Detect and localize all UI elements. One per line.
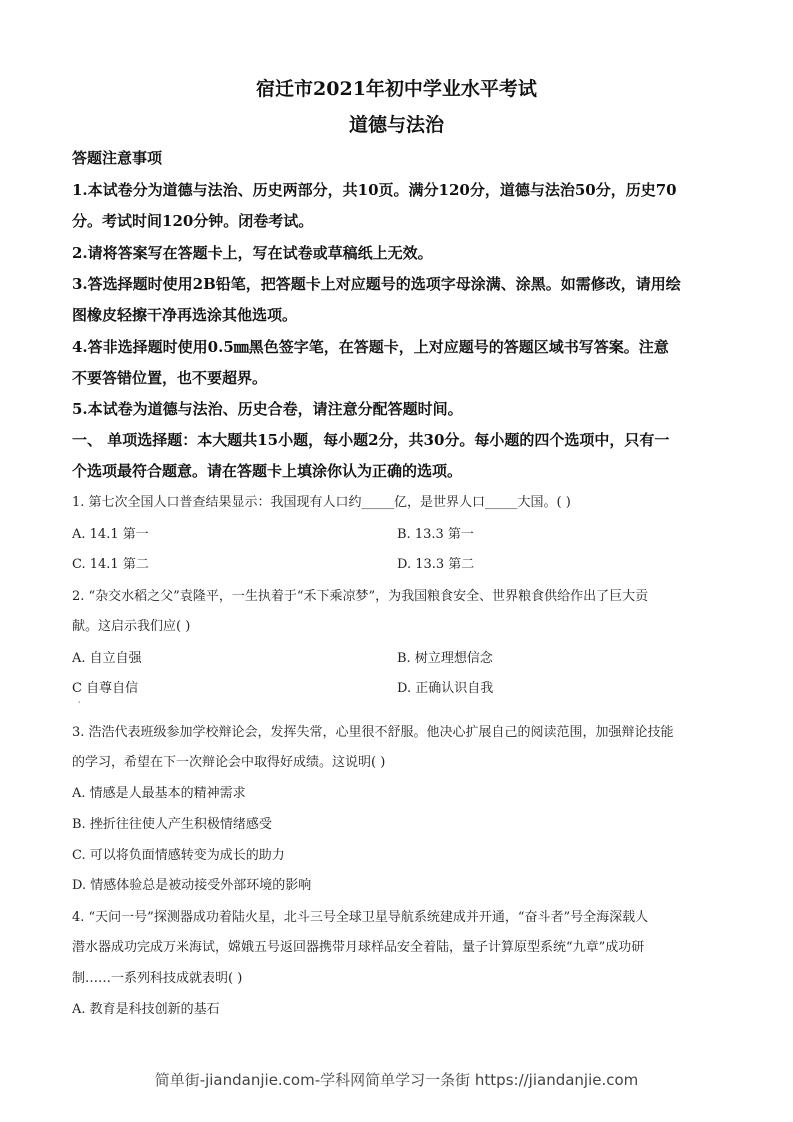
option-c: C. 可以将负面情感转变为成长的助力 xyxy=(72,848,285,863)
section-instructions: 一、 单项选择题：本大题共15小题，每小题2分，共30分。每小题的四个选项中，只有一 xyxy=(72,431,670,449)
exam-title: 宿迁市2021年初中学业水平考试 xyxy=(256,78,537,100)
question-stem: 制……一系列科技成就表明( ) xyxy=(72,971,243,986)
footer-watermark: 简单街-jiandanjie.com-学科网简单学习一条街 https://jiandanjie.com xyxy=(154,1071,639,1089)
section-instructions: 个选项最符合题意。请在答题卡上填涂你认为正确的选项。 xyxy=(72,462,463,480)
notice-line: 图橡皮轻擦干净再选涂其他选项。 xyxy=(72,306,298,324)
question-stem: 的学习，希望在下一次辩论会中取得好成绩。这说明( ) xyxy=(72,755,386,770)
notice-line: 2.请将答案写在答题卡上，写在试卷或草稿纸上无效。 xyxy=(72,244,433,262)
option-a: A. 14.1 第一 xyxy=(72,527,149,542)
option-d: D. 正确认识自我 xyxy=(397,681,494,696)
question-stem: 献。这启示我们应( ) xyxy=(72,619,191,634)
option-d: D. 13.3 第二 xyxy=(397,557,475,572)
option-a: A. 情感是人最基本的精神需求 xyxy=(72,786,246,801)
exam-subject: 道德与法治 xyxy=(348,114,444,136)
option-b: B. 挫折往往使人产生积极情绪感受 xyxy=(72,817,272,832)
question-stem: 3. 浩浩代表班级参加学校辩论会，发挥失常，心里很不舒服。他决心扩展自己的阅读范围，加强辩论技能 xyxy=(72,725,674,740)
notice-line: 1.本试卷分为道德与法治、历史两部分，共10页。满分120分，道德与法治50分，历史70 xyxy=(72,181,677,199)
option-a: A. 自立自强 xyxy=(72,651,142,666)
question-stem: 4. “天问一号”探测器成功着陆火星，北斗三号全球卫星导航系统建成并开通，“奋斗者”号全海深载人 xyxy=(72,910,649,925)
stray-mark: ' xyxy=(78,700,81,709)
notice-line: 分。考试时间120分钟。闭卷考试。 xyxy=(72,212,314,230)
option-d: D. 情感体验总是被动接受外部环境的影响 xyxy=(72,878,312,893)
option-c: C. 14.1 第二 xyxy=(72,557,149,572)
option-c: C 自尊自信 xyxy=(72,681,139,696)
option-a: A. 教育是科技创新的基石 xyxy=(72,1002,220,1017)
question-stem: 潜水器成功完成万米海试，嫦娥五号返回器携带月球样品安全着陆，量子计算原型系统“九章”成功研 xyxy=(72,940,645,955)
option-b: B. 树立理想信念 xyxy=(397,651,493,666)
notice-heading: 答题注意事项 xyxy=(72,149,163,167)
option-b: B. 13.3 第一 xyxy=(397,527,474,542)
notice-line: 5.本试卷为道德与法治、历史合卷，请注意分配答题时间。 xyxy=(72,400,463,418)
question-stem: 2. “杂交水稻之父”袁隆平，一生执着于“禾下乘凉梦”，为我国粮食安全、世界粮食供给作出了巨大贡 xyxy=(72,589,649,604)
notice-line: 4.答非选择题时使用0.5㎜黑色签字笔，在答题卡，上对应题号的答题区域书写答案。注意 xyxy=(72,338,669,356)
notice-line: 3.答选择题时使用2B铅笔，把答题卡上对应题号的选项字母涂满、涂黑。如需修改，请用绘 xyxy=(72,275,681,293)
notice-line: 不要答错位置，也不要超界。 xyxy=(72,369,268,387)
question-stem: 1. 第七次全国人口普查结果显示：我国现有人口约_____亿，是世界人口_____大国。( ) xyxy=(72,495,571,510)
